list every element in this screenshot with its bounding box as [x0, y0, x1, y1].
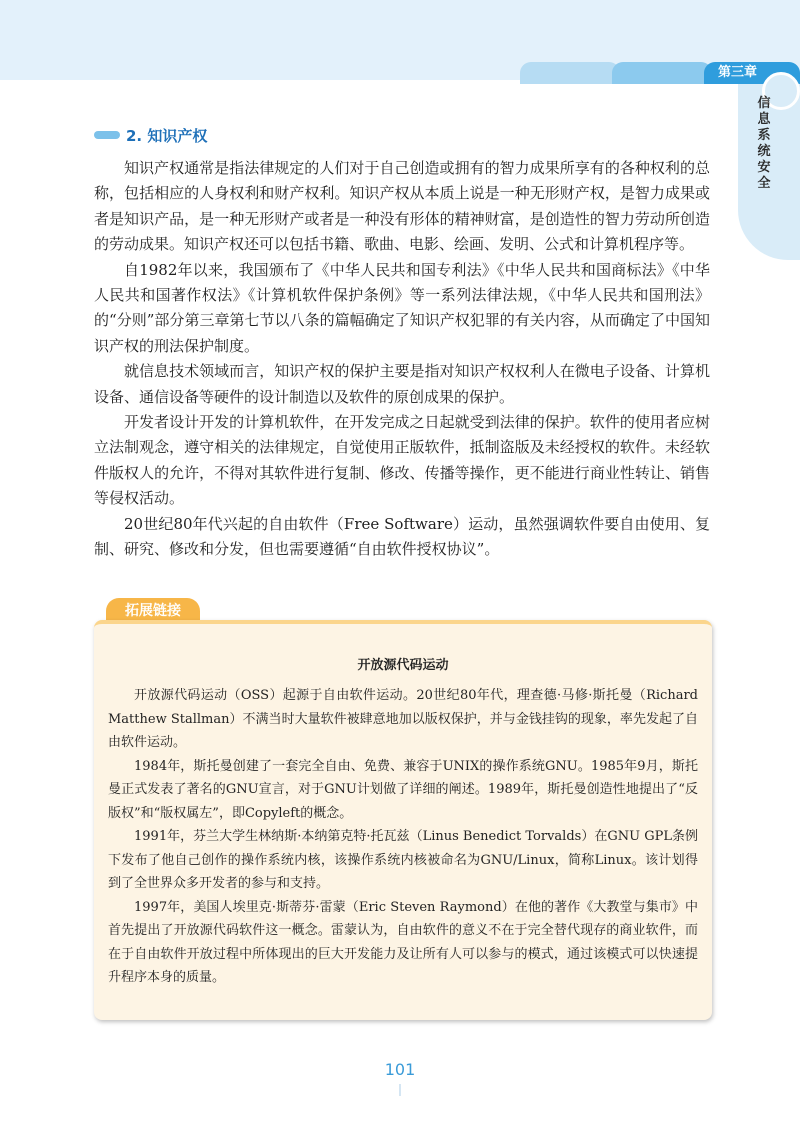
extension-paragraph: 1984年，斯托曼创建了一套完全自由、免费、兼容于UNIX的操作系统GNU。1985年9月，斯托曼正式发表了著名的GNU宣言，对于GNU计划做了详细的阐述。1989年，斯托曼创造性地提出了“反版权”和“版权属左”，即Copyleft的概念。: [108, 758, 698, 821]
chapter-tabs: [520, 62, 800, 84]
extension-text: [108, 684, 698, 990]
extension-box: [94, 620, 712, 1020]
section-heading: [94, 124, 207, 146]
paragraph: 知识产权通常是指法律规定的人们对于自己创造或拥有的智力成果所享有的各种权利的总称，包括相应的人身权利和财产权利。知识产权从本质上说是一种无形财产权，是智力成果或者是知识产品，是一种无形财产或者是一种没有形体的精神财富，是创造性的智力劳动所创造的劳动成果。知识产权还可以包括书籍、歌曲、电影、绘画、发明、公式和计算机程序等。: [94, 159, 710, 254]
extension-paragraph: 1997年，美国人埃里克·斯蒂芬·雷蒙（Eric Steven Raymond）在他的著作《大教堂与集市》中首先提出了开放源代码软件这一概念。雷蒙认为，自由软件的意义不在于完全替代现存的商业软件，而在于自由软件开放过程中所体现出的巨大开发能力及让所有人可以参与的模式，通过该模式可以快速提升程序本身的质量。: [108, 899, 698, 985]
section-bullet-icon: [94, 131, 120, 139]
page-number: 101: [384, 1060, 416, 1079]
paragraph: 20世纪80年代兴起的自由软件（Free Software）运动，虽然强调软件要自由使用、复制、研究、修改和分发，但也需要遵循“自由软件授权协议”。: [94, 514, 710, 559]
section-title: 2. 知识产权: [126, 126, 208, 145]
chapter-label: 第三章: [704, 62, 800, 84]
extension-tag: 拓展链接: [106, 598, 200, 624]
side-chapter-label: 信息系统安全: [757, 96, 771, 191]
paragraph: 开发者设计开发的计算机软件，在开发完成之日起就受到法律的保护。软件的使用者应树立法制观念，遵守相关的法律规定，自觉使用正版软件，抵制盗版及未经授权的软件。未经软件版权人的允许，不得对其软件进行复制、修改、传播等操作，更不能进行商业性转让、销售等侵权活动。: [94, 413, 710, 508]
extension-paragraph: 1991年，芬兰大学生林纳斯·本纳第克特·托瓦兹（Linus Benedict Torvalds）在GNU GPL条例下发布了他自己创作的操作系统内核，该操作系统内核被命名为GNU/Linux，简称Linux。该计划得到了全世界众多开发者的参与和支持。: [108, 829, 698, 891]
chapter-tab-decor-2: [612, 62, 712, 84]
page-number-tick: [399, 1084, 401, 1096]
chapter-tab-decor-1: [520, 62, 620, 84]
extension-title: 开放源代码运动: [357, 658, 449, 673]
body-text: [94, 156, 710, 563]
paragraph: 就信息技术领域而言，知识产权的保护主要是指对知识产权权利人在微电子设备、计算机设备、通信设备等硬件的设计制造以及软件的原创成果的保护。: [94, 362, 710, 406]
paragraph: 自1982年以来，我国颁布了《中华人民共和国专利法》《中华人民共和国商标法》《中华人民共和国著作权法》《计算机软件保护条例》等一系列法律法规，《中华人民共和国刑法》的“分则”部分第三章第七节以八条的篇幅确定了知识产权犯罪的有关内容，从而确定了中国知识产权的刑法保护制度。: [94, 260, 710, 355]
extension-paragraph: 开放源代码运动（OSS）起源于自由软件运动。20世纪80年代，理查德·马修·斯托曼（Richard Matthew Stallman）不满当时大量软件被肆意地加以版权保护，并与金钱挂钩的现象，率先发起了自由软件运动。: [108, 688, 698, 750]
